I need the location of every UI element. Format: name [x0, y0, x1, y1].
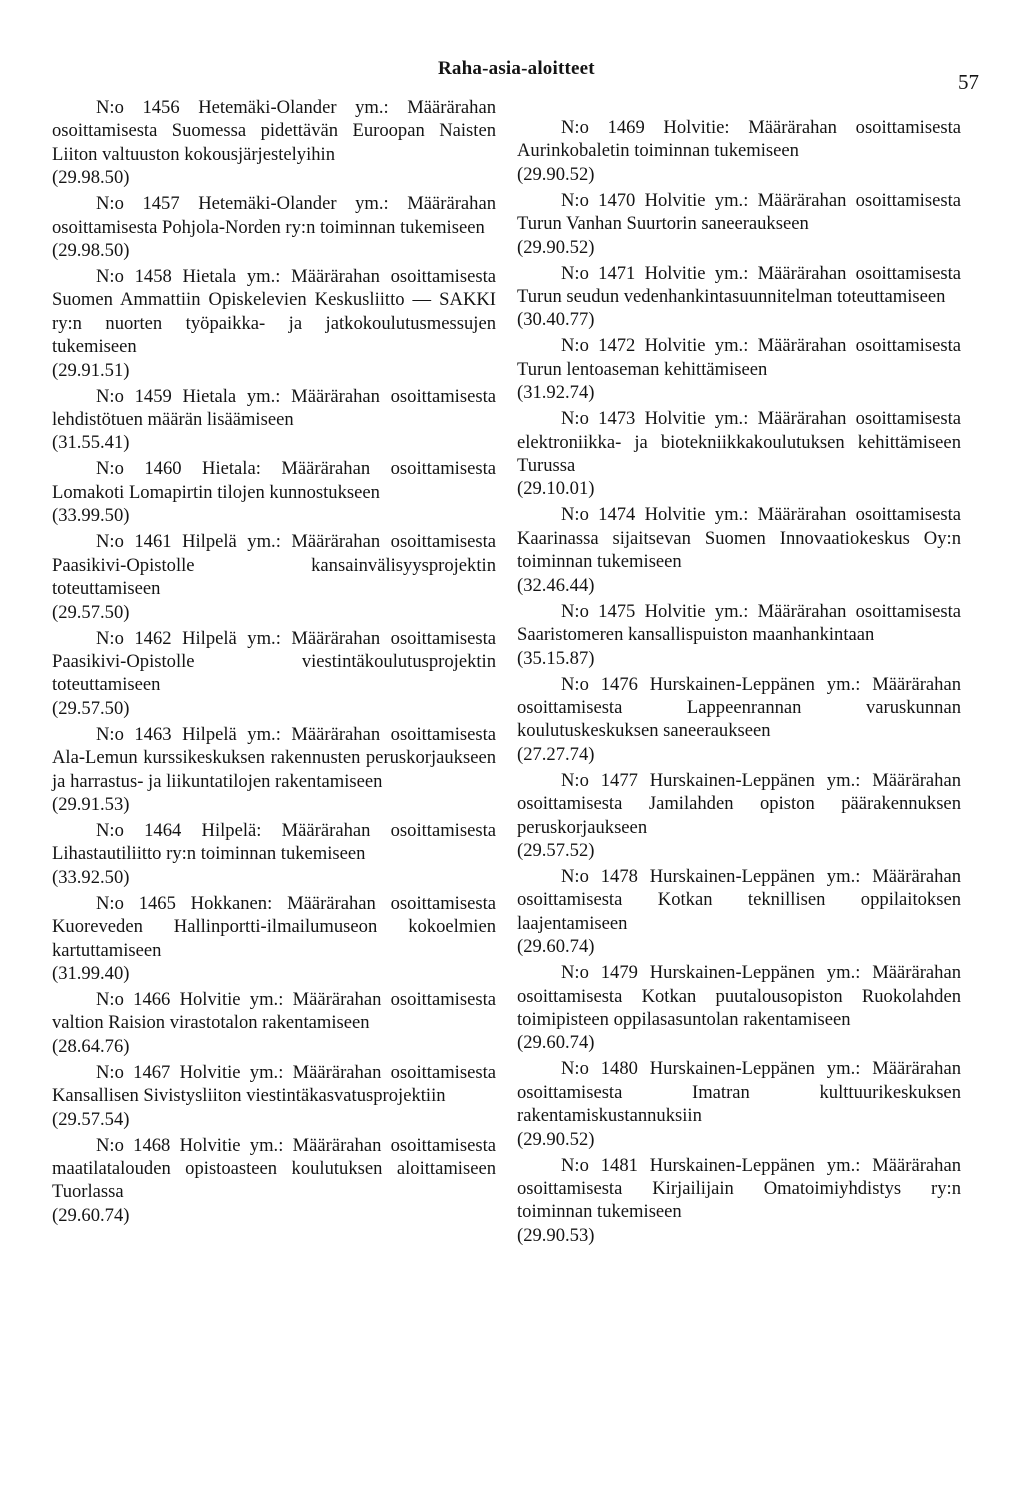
- budget-reference: (33.99.50): [52, 505, 130, 527]
- budget-reference: (29.91.53): [52, 793, 130, 815]
- motion-entry: [52, 723, 496, 817]
- page-number: 57: [958, 70, 979, 94]
- budget-reference: (29.57.50): [52, 697, 130, 719]
- motion-text: N:o 1480 Hurskainen-Leppänen ym.: Määrärahan osoittamisesta Imatran kulttuurikeskuksen rakentamiskustannuksiin: [517, 1058, 961, 1127]
- motion-text: N:o 1461 Hilpelä ym.: Määrärahan osoittamisesta Paasikivi-Opistolle kansainvälisyysprojektin toteuttamiseen: [52, 531, 496, 600]
- motion-text: N:o 1459 Hietala ym.: Määrärahan osoittamisesta lehdistötuen määrän lisäämiseen: [52, 385, 496, 431]
- motion-entry: [517, 503, 961, 597]
- motion-entry: [52, 1134, 496, 1228]
- motion-text: N:o 1476 Hurskainen-Leppänen ym.: Määrärahan osoittamisesta Lappeenrannan varuskunnan koulutuskeskuksen saneeraukseen: [517, 673, 961, 742]
- budget-reference: (31.99.40): [52, 962, 130, 984]
- motion-entry: [52, 1061, 496, 1131]
- budget-reference: (31.55.41): [52, 432, 130, 454]
- motion-text: N:o 1481 Hurskainen-Leppänen ym.: Määrärahan osoittamisesta Kirjailijain Omatoimiyhdistys ry:n toiminnan tukemiseen: [517, 1154, 961, 1223]
- motion-text: N:o 1457 Hetemäki-Olander ym.: Määrärahan osoittamisesta Pohjola-Norden ry:n toiminnan tukemiseen: [52, 193, 496, 238]
- page-header: [0, 58, 1024, 94]
- motion-text: N:o 1477 Hurskainen-Leppänen ym.: Määrärahan osoittamisesta Jamilahden opiston päärakennuksen peruskorjaukseen: [517, 769, 961, 838]
- motion-text: N:o 1464 Hilpelä: Määrärahan osoittamisesta Lihastautiliitto ry:n toiminnan tukemiseen: [52, 819, 496, 865]
- budget-reference: (29.57.50): [52, 601, 130, 623]
- motion-text: N:o 1463 Hilpelä ym.: Määrärahan osoittamisesta Ala-Lemun kurssikeskuksen rakennusten peruskorjaukseen ja harrastus- ja liikuntatilojen rakentamiseen: [52, 723, 496, 792]
- budget-reference: (33.92.50): [52, 866, 130, 888]
- motion-entry: [517, 865, 961, 959]
- budget-reference: (29.90.53): [517, 1224, 595, 1246]
- motion-entry: [52, 892, 496, 986]
- motion-entry: [517, 334, 961, 404]
- motion-entry: [517, 600, 961, 670]
- motion-entry: [517, 1057, 961, 1151]
- budget-reference: (29.98.50): [52, 167, 130, 189]
- motion-text: N:o 1467 Holvitie ym.: Määrärahan osoittamisesta Kansallisen Sivistysliiton viestintäkasvatusprojektiin: [52, 1061, 496, 1107]
- budget-reference: (29.90.52): [517, 163, 595, 185]
- motion-text: N:o 1458 Hietala ym.: Määrärahan osoittamisesta Suomen Ammattiin Opiskelevien Keskusliitto — SAKKI ry:n nuorten työpaikka- ja jatkokoulutusmessujen tukemiseen: [52, 266, 496, 358]
- motion-entry: [52, 988, 496, 1058]
- budget-reference: (29.60.74): [517, 936, 595, 958]
- budget-reference: (32.46.44): [517, 574, 595, 596]
- motion-entry: [517, 407, 961, 501]
- budget-reference: (29.57.54): [52, 1108, 130, 1130]
- motion-text: N:o 1469 Holvitie: Määrärahan osoittamisesta Aurinkobaletin toiminnan tukemiseen: [517, 117, 961, 162]
- budget-reference: (35.15.87): [517, 647, 595, 669]
- motion-entry: [517, 769, 961, 863]
- motion-entry: [517, 1154, 961, 1248]
- budget-reference: (27.27.74): [517, 743, 595, 765]
- budget-reference: (29.60.74): [52, 1204, 130, 1226]
- motion-text: N:o 1462 Hilpelä ym.: Määrärahan osoittamisesta Paasikivi-Opistolle viestintäkoulutusprojektin toteuttamiseen: [52, 627, 496, 696]
- motion-entry: [52, 385, 496, 455]
- right-column: [517, 116, 961, 1250]
- motion-entry: [517, 116, 961, 186]
- motion-text: N:o 1468 Holvitie ym.: Määrärahan osoittamisesta maatilatalouden opistoasteen koulutuksen aloittamiseen Tuorlassa: [52, 1134, 496, 1203]
- motion-entry: [52, 457, 496, 527]
- motion-entry: [52, 819, 496, 889]
- motion-text: N:o 1470 Holvitie ym.: Määrärahan osoittamisesta Turun Vanhan Suurtorin saneeraukseen: [517, 189, 961, 235]
- motion-text: N:o 1474 Holvitie ym.: Määrärahan osoittamisesta Kaarinassa sijaitsevan Suomen Innovaatiokeskus Oy:n toiminnan tukemiseen: [517, 504, 961, 573]
- motion-text: N:o 1460 Hietala: Määrärahan osoittamisesta Lomakoti Lomapirtin tilojen kunnostukseen: [52, 458, 496, 503]
- budget-reference: (29.90.52): [517, 236, 595, 258]
- motion-entry: [517, 262, 961, 332]
- motion-text: N:o 1472 Holvitie ym.: Määrärahan osoittamisesta Turun lentoaseman kehittämiseen: [517, 335, 961, 380]
- motion-text: N:o 1473 Holvitie ym.: Määrärahan osoittamisesta elektroniikka- ja biotekniikkakoulutuksen kehittämiseen Turussa: [517, 408, 961, 477]
- motion-entry: [517, 673, 961, 767]
- budget-reference: (29.10.01): [517, 478, 595, 500]
- motion-text: N:o 1471 Holvitie ym.: Määrärahan osoittamisesta Turun seudun vedenhankintasuunnitelman toteuttamiseen: [517, 262, 961, 308]
- budget-reference: (29.90.52): [517, 1128, 595, 1150]
- motion-text: N:o 1475 Holvitie ym.: Määrärahan osoittamisesta Saaristomeren kansallispuiston maanhankintaan: [517, 600, 961, 646]
- budget-reference: (29.91.51): [52, 359, 130, 381]
- left-column: [52, 96, 496, 1230]
- motion-entry: [52, 265, 496, 382]
- motion-entry: [52, 627, 496, 721]
- motion-entry: [52, 192, 496, 262]
- motion-text: N:o 1479 Hurskainen-Leppänen ym.: Määrärahan osoittamisesta Kotkan puutalousopiston Ruokolahden toimipisteen oppilasasuntolan rakentamiseen: [517, 962, 961, 1030]
- motion-entry: [517, 189, 961, 259]
- motion-entry: [52, 96, 496, 190]
- budget-reference: (29.98.50): [52, 240, 130, 262]
- budget-reference: (31.92.74): [517, 382, 595, 404]
- motion-text: N:o 1456 Hetemäki-Olander ym.: Määrärahan osoittamisesta Suomessa pidettävän Euroopan Naisten Liiton valtuuston kokousjärjestelyihin: [52, 97, 496, 165]
- motion-entry: [517, 961, 961, 1055]
- motion-text: N:o 1478 Hurskainen-Leppänen ym.: Määrärahan osoittamisesta Kotkan teknillisen oppilaitoksen laajentamiseen: [517, 865, 961, 934]
- budget-reference: (28.64.76): [52, 1035, 130, 1057]
- budget-reference: (30.40.77): [517, 309, 595, 331]
- running-title: Raha-asia-aloitteet: [438, 58, 595, 79]
- budget-reference: (29.60.74): [517, 1032, 595, 1054]
- budget-reference: (29.57.52): [517, 839, 595, 861]
- motion-text: N:o 1465 Hokkanen: Määrärahan osoittamisesta Kuoreveden Hallinportti-ilmailumuseon kokoelmien kartuttamiseen: [52, 892, 496, 961]
- motion-text: N:o 1466 Holvitie ym.: Määrärahan osoittamisesta valtion Raision virastotalon rakentamiseen: [52, 988, 496, 1034]
- motion-entry: [52, 530, 496, 624]
